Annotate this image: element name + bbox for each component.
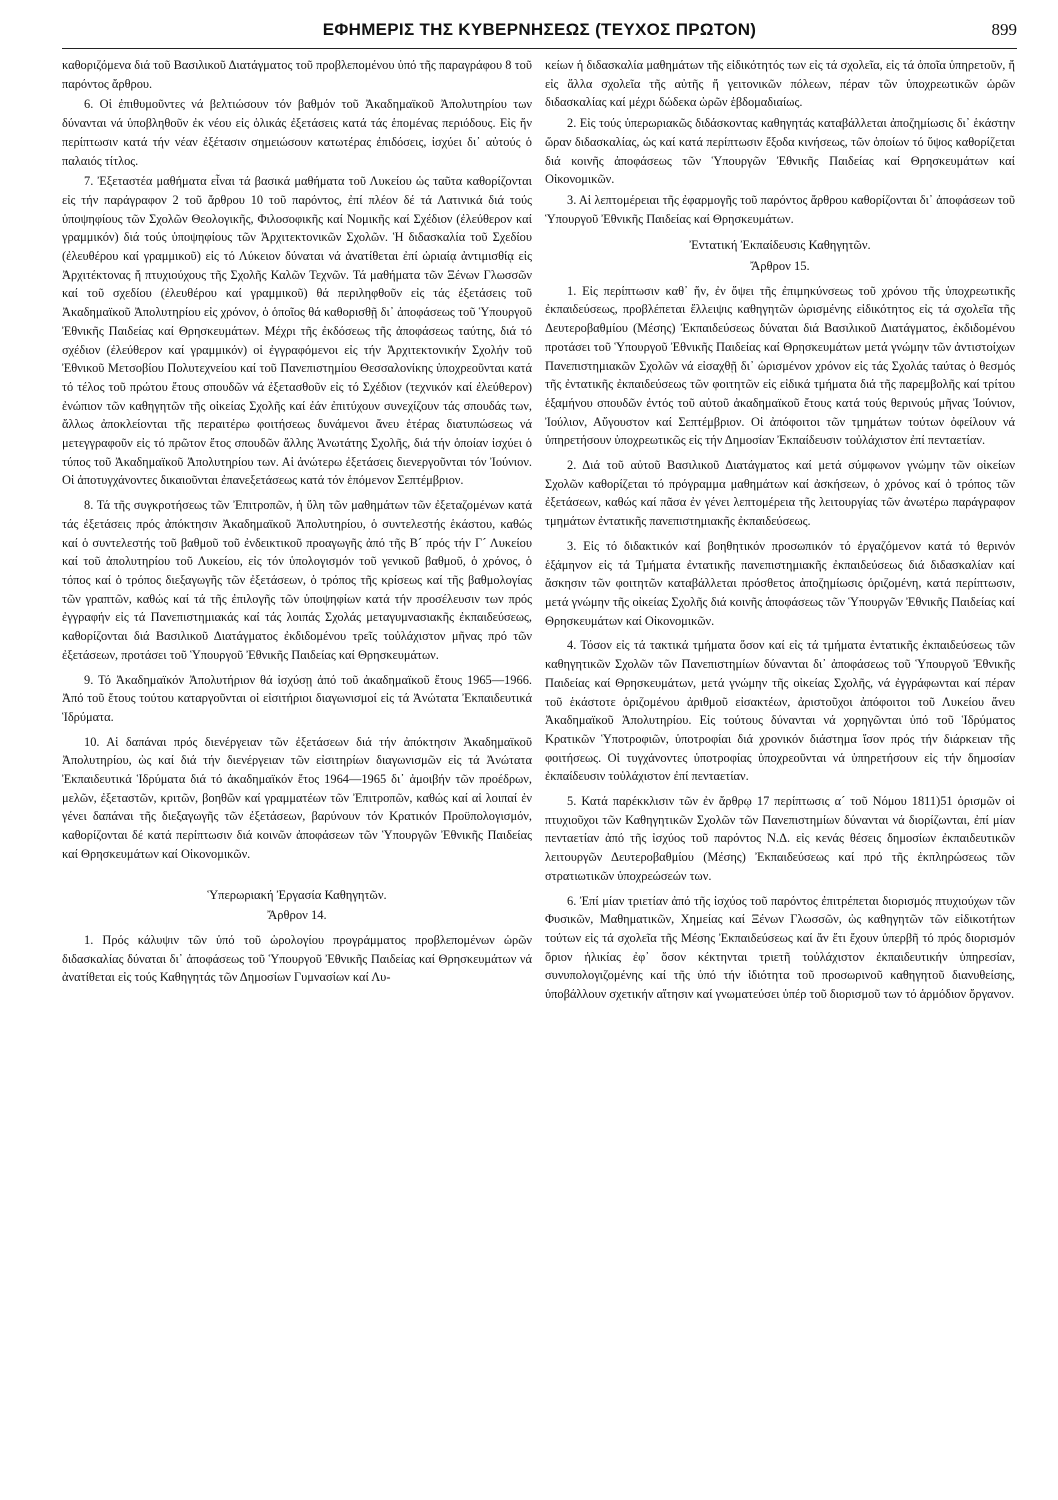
gazette-title: ΕΦΗΜΕΡΙΣ ΤΗΣ ΚΥΒΕΡΝΗΣΕΩΣ (ΤΕΥΧΟΣ ΠΡΩΤΟΝ) xyxy=(322,20,757,39)
article-15-paragraph-1: 1. Εἰς περίπτωσιν καθ᾽ ἥν, ἐν ὄψει τῆς ἐπιμηκύνσεως τοῦ χρόνου τῆς ὑποχρεωτικῆς ἐκπαιδεύσεως, προβλέπεται ἔλλειψις καθηγητῶν ὡρισμένης εἰδικότητος εἰς τά σχολεῖα τῆς Δευτεροβαθμίου (Μέσης) Ἐκπαιδεύσεως δύναται διά Βασιλικοῦ Διατάγματος, ἐκδιδομένου προτάσει τοῦ Ὑπουργοῦ Ἐθνικῆς Παιδείας καί Θρησκευμάτων μετά γνώμην τῶν ἀντιστοίχων Πανεπιστημιακῶν Σχολῶν νά εἰσαχθῇ δι᾽ ὡρισμένον χρόνον εἰς τάς Σχολάς ταύτας ὁ θεσμός τῆς ἐντατικῆς ἐκπαιδεύσεως τῶν φοιτητῶν εἰς εἰδικά τμήματα διά τῆς παρεμβολῆς καί τρίτου ἑξαμήνου σπουδῶν ἐντός τοῦ αὐτοῦ ἀκαδημαϊκοῦ ἔτους κατά τούς θερινούς μῆνας Ἰούνιον, Ἰούλιον, Αὔγουστον καί Σεπτέμβριον. Οἱ ἀπόφοιτοι τῶν τμημάτων τούτων ὀφείλουν νά ὑπηρετήσουν ὑποχρεωτικῶς εἰς τήν Δημοσίαν Ἐκπαίδευσιν τοὐλάχιστον ἐπί πενταετίαν. xyxy=(545,283,1015,448)
article-14-paragraph-2: 2. Εἰς τούς ὑπερωριακῶς διδάσκοντας καθηγητάς καταβάλλεται ἀποζημίωσις δι᾽ ἑκάστην ὥραν διδασκαλίας, ὡς καί κατά περίπτωσιν ἔξοδα κινήσεως, τῶν ὁποίων τό ὕψος καθορίζεται διά κοινῆς ἀποφάσεως τῶν Ὑπουργῶν Ἐθνικῆς Παιδείας καί Θρησκευμάτων καί Οἰκονομικῶν. xyxy=(545,116,1015,187)
page-header xyxy=(62,18,1017,46)
right-column xyxy=(545,56,1015,1004)
paragraph-continuation-right: κείων ἡ διδασκαλία μαθημάτων τῆς εἰδικότητός των εἰς τά σχολεῖα, εἰς τά ὁποῖα ὑπηρετοῦν, ἤ εἰς ἄλλα σχολεῖα τῆς αὐτῆς ἤ γειτονικῶν πόλεων, πέραν τῶν ὑποχρεωτικῶν ὡρῶν διδασκαλίας καί μέχρι δώδεκα ὡρῶν ἑβδομαδιαίως. xyxy=(545,58,1015,110)
article-15-paragraph-5: 5. Κατά παρέκκλισιν τῶν ἐν ἄρθρῳ 17 περίπτωσις α´ τοῦ Νόμου 1811)51 ὁρισμῶν οἱ πτυχιοῦχοι τῶν Καθηγητικῶν Σχολῶν τῶν Πανεπιστημίων δύνανται νά διορίζωνται, ἐπί μίαν πενταετίαν ἀπό τῆς ἰσχύος τοῦ παρόντος Ν.Δ. εἰς κενάς θέσεις δημοσίων ἐκπαιδευτικῶν λειτουργῶν Δευτεροβαθμίου (Μέσης) Ἐκπαιδεύσεως καί πρό τῆς ἐκπληρώσεως τῶν στρατιωτικῶν ὑποχρεώσεών των. xyxy=(545,794,1015,883)
article-14-title: Ἄρθρον 14. xyxy=(267,908,327,923)
page-number: 899 xyxy=(991,20,1017,39)
paragraph-9: 9. Τό Ἀκαδημαϊκόν Ἀπολυτήριον θά ἰσχύσῃ ἀπό τοῦ ἀκαδημαϊκοῦ ἔτους 1965—1966. Ἀπό τοῦ ἔτους τούτου καταργοῦνται οἱ εἰσιτήριοι διαγωνισμοί εἰς τά Ἀνώτατα Ἐκπαιδευτικά Ἱδρύματα. xyxy=(62,672,532,724)
left-column xyxy=(62,56,532,987)
paragraph-continuation: καθοριζόμενα διά τοῦ Βασιλικοῦ Διατάγματος τοῦ προβλεπομένου ὑπό τῆς παραγράφου 8 τοῦ παρόντος ἄρθρου. xyxy=(62,58,532,91)
article-14-paragraph-1: 1. Πρός κάλυψιν τῶν ὑπό τοῦ ὡρολογίου προγράμματος προβλεπομένων ὡρῶν διδασκαλίας δύναται δι᾽ ἀποφάσεως τοῦ Ὑπουργοῦ Ἐθνικῆς Παιδείας καί Θρησκευμάτων νά ἀνατίθεται εἰς τούς Καθηγητάς τῶν Δημοσίων Γυμνασίων καί Λυ- xyxy=(62,932,532,985)
paragraph-10: 10. Αἱ δαπάναι πρός διενέργειαν τῶν ἐξετάσεων διά τήν ἀπόκτησιν Ἀκαδημαϊκοῦ Ἀπολυτηρίου, ὡς καί διά τήν διενέργειαν τῶν εἰσιτηρίων διαγωνισμῶν εἰς τά Ἀνώτατα Ἐκπαιδευτικά Ἱδρύματα διά τό ἀκαδημαϊκόν ἔτος 1964—1965 δι᾽ ἀμοιβήν τῶν προέδρων, μελῶν, ἐξεταστῶν, κριτῶν, βοηθῶν καί γραμματέων τῶν Ἐπιτροπῶν, καθώς καί αἱ λοιπαί ἐν γένει δαπάναι τῆς διεξαγωγῆς τῶν ἐξετάσεων, βαρύνουν τόν Κρατικόν Προϋπολογισμόν, καθορίζονται δέ κατά περίπτωσιν διά κοινῶν ἀποφάσεων τῶν Ὑπουργῶν Ἐθνικῆς Παιδείας καί Θρησκευμάτων καί Οἰκονομικῶν. xyxy=(62,734,532,861)
header-divider xyxy=(62,48,1017,49)
article-15-paragraph-2: 2. Διά τοῦ αὐτοῦ Βασιλικοῦ Διατάγματος καί μετά σύμφωνον γνώμην τῶν οἰκείων Σχολῶν καθορίζεται τό πρόγραμμα μαθημάτων καί ἀσκήσεων, ὁ χρόνος καί ὁ τρόπος τῶν ἐξετάσεων, καθώς καί πᾶσα ἐν γένει λεπτομέρεια τῆς λειτουργίας τῶν ἀνωτέρω παράγραφον τμημάτων ἐντατικῆς πανεπιστημιακῆς ἐκπαιδεύσεως. xyxy=(545,458,1015,529)
article-14-paragraph-3: 3. Αἱ λεπτομέρειαι τῆς ἐφαρμογῆς τοῦ παρόντος ἄρθρου καθορίζονται δι᾽ ἀποφάσεων τοῦ Ὑπουργοῦ Ἐθνικῆς Παιδείας καί Θρησκευμάτων. xyxy=(545,192,1015,226)
article-15-paragraph-6: 6. Ἐπί μίαν τριετίαν ἀπό τῆς ἰσχύος τοῦ παρόντος ἐπιτρέπεται διορισμός πτυχιούχων τῶν Φυσικῶν, Μαθηματικῶν, Χημείας καί Ξένων Γλωσσῶν, ὡς καθηγητῶν τῶν εἰδικοτήτων τούτων εἰς τά σχολεῖα τῆς Μέσης Ἐκπαιδεύσεως καί ἄν ἔτι ἔχουν ὑπερβῆ τό πρός διορισμόν ὅριον ἡλικίας ἐφ᾽ ὅσον κέκτηνται τριετῆ τοὐλάχιστον ἐκπαιδευτικήν ὑπηρεσίαν, συνυπολογιζομένης καί τῆς ὑπό τήν ἰδιότητα τοῦ προσωρινοῦ καθηγητοῦ διανυθείσης, ὑποβάλλουν σχετικήν αἴτησιν καί γνωματεύσει ὑπέρ τοῦ διορισμοῦ των τό ἁρμόδιον ὄργανον. xyxy=(545,893,1015,1002)
section-heading-intensive: Ἐντατική Ἐκπαίδευσις Καθηγητῶν. xyxy=(689,238,871,253)
paragraph-8: 8. Τά τῆς συγκροτήσεως τῶν Ἐπιτροπῶν, ἡ ὕλη τῶν μαθημάτων τῶν ἐξεταζομένων κατά τάς ἐξετάσεις πρός ἀπόκτησιν Ἀκαδημαϊκοῦ Ἀπολυτηρίου, ὁ συντελεστής ἑκάστου, καθώς καί ὁ συντελεστής τοῦ βαθμοῦ τοῦ ἐνδεικτικοῦ προαγωγῆς ἀπό τῆς Β´ πρός τήν Γ´ Λυκείου καί τοῦ ἀπολυτηρίου τοῦ Λυκείου, εἰς τόν ὑπολογισμόν τοῦ γενικοῦ βαθμοῦ, ὁ χρόνος, ὁ τόπος καί ὁ τρόπος διεξαγωγῆς τῶν ἐξετάσεων, ὁ τρόπος τῆς κρίσεως καί τῆς βαθμολογίας τῶν γραπτῶν, καθώς καί τά τῆς ἐπιλογῆς τῶν ὑποψηφίων κατά τήν προσέλευσιν των πρός ἐγγραφήν εἰς τά Πανεπιστημιακάς καί τάς λοιπάς Σχολάς μεταγυμνασιακῆς ἐκπαιδεύσεως, καθορίζονται διά Βασιλικοῦ Διατάγματος ἐκδιδομένου τρεῖς τοὐλάχιστον μῆνας πρό τῶν ἐξετάσεων, προτάσει τοῦ Ὑπουργοῦ Ἐθνικῆς Παιδείας καί Θρησκευμάτων. xyxy=(62,498,532,662)
paragraph-6: 6. Οἱ ἐπιθυμοῦντες νά βελτιώσουν τόν βαθμόν τοῦ Ἀκαδημαϊκοῦ Ἀπολυτηρίου των δύνανται νά ὑποβληθοῦν ἐκ νέου εἰς ὁλικάς ἐξετάσεις κατά τάς ἑπομένας περιόδους. Εἰς ἥν περίπτωσιν κατά τήν νέαν ἐξέτασιν σημειώσουν κατωτέρας ἐπιδόσεις, ἰσχύει δι᾽ αὐτούς ὁ παλαιός τίτλος. xyxy=(62,97,532,168)
paragraph-7: 7. Ἐξεταστέα μαθήματα εἶναι τά βασικά μαθήματα τοῦ Λυκείου ὡς ταῦτα καθορίζονται εἰς τήν παράγραφον 2 τοῦ ἄρθρου 10 τοῦ παρόντος, ἐπί πλέον δέ τά Λατινικά διά τούς ὑποψηφίους τῶν Σχολῶν Θεολογικῆς, Φιλοσοφικῆς καί Νομικῆς καί Σχέδιον (ἐλεύθερον καί γραμμικόν) διά τούς ὑποψηφίους τῶν Ἀρχιτεκτονικῶν Σχολῶν. Ἡ διδασκαλία τοῦ Σχεδίου (ἐλευθέρου καί γραμμικοῦ) εἰς τό Λύκειον δύναται νά ἀνατίθεται ἐπί ὡριαίᾳ ἀντιμισθίᾳ εἰς Ἀρχιτέκτονας ἤ πτυχιούχους τῆς Σχολῆς Καλῶν Τεχνῶν. Τά μαθήματα τῶν Ξένων Γλωσσῶν καί τοῦ σχεδίου (ἐλευθέρου καί γραμμικοῦ) θά περιληφθοῦν εἰς τάς ἐξετάσεις τοῦ Ἀκαδημαϊκοῦ Ἀπολυτηρίου εἰς χρόνον, ὁ ὁποῖος θά καθορισθῇ δι᾽ ἀποφάσεως τοῦ Ὑπουργοῦ Ἐθνικῆς Παιδείας καί Θρησκευμάτων. Μέχρι τῆς ἐκδόσεως τῆς ἀποφάσεως ταύτης, διά τό σχέδιον (ἐλεύθερον καί γραμμικόν) οἱ ἐγγραφόμενοι εἰς τήν Ἀρχιτεκτονικήν Σχολήν τοῦ Ἐθνικοῦ Μετσοβίου Πολυτεχνείου καί τοῦ Πανεπιστημίου Θεσσαλονίκης ὑποχρεοῦνται κατά τό τέλος τοῦ πρώτου ἔτους σπουδῶν νά ἐξετασθοῦν εἰς τό Σχέδιον (τεχνικόν καί ἐλεύθερον) ἐνώπιον τῶν καθηγητῶν τῆς οἰκείας Σχολῆς καί ἐάν ἐπιτύχουν συνεχίζουν τάς σπουδάς των, ἄλλως ἀποκλείονται τῆς περαιτέρω φοιτήσεως δυνάμενοι ἄνευ ἑτέρας διατυπώσεως νά μετεγγραφοῦν εἰς τό πρῶτον ἔτος σπουδῶν ἄλλης Ἀνωτάτης Σχολῆς, διά τήν ὁποίαν ἰσχύει ὁ τύπος τοῦ Ἀκαδημαϊκοῦ Ἀπολυτηρίου των. Αἱ ἀνώτερω ἐξετάσεις διενεργοῦνται τόν Ἰούνιον. Οἱ ἀποτυγχάνοντες δικαιοῦνται ἐπανεξετάσεως κατά τόν ἑπόμενον Σεπτέμβριον. xyxy=(62,174,532,488)
article-15-paragraph-4: 4. Τόσον εἰς τά τακτικά τμήματα ὅσον καί εἰς τά τμήματα ἐντατικῆς ἐκπαιδεύσεως τῶν καθηγητικῶν Σχολῶν τῶν Πανεπιστημίων δύνανται δι᾽ ἀποφάσεως τοῦ Ὑπουργοῦ Ἐθνικῆς Παιδείας καί Θρησκευμάτων, μετά γνώμην τῆς οἰκείας Σχολῆς, νά ἐγγράφωνται καί πέραν τοῦ ἑκάστοτε ὁριζομένου ἀριθμοῦ εἰσακτέων, ἀριστοῦχοι ἀπόφοιτοι τοῦ Λυκείου ἄνευ Ἀκαδημαϊκοῦ Ἀπολυτηρίου. Εἰς τούτους δύνανται νά χορηγῶνται ὑπό τοῦ Ἱδρύματος Κρατικῶν Ὑποτροφιῶν, ὑποτροφίαι διά χρονικόν διάστημα ἴσον πρός τήν διάρκειαν τῆς φοιτήσεως. Οἱ τυγχάνοντες ὑποτροφίας ὑποχρεοῦνται νά ὑπηρετήσουν εἰς τήν δημοσίαν ἐκπαίδευσιν τοὐλάχιστον ἐπί πενταετίαν. xyxy=(545,638,1015,784)
article-15-title: Ἄρθρον 15. xyxy=(750,259,810,274)
article-15-paragraph-3: 3. Εἰς τό διδακτικόν καί βοηθητικόν προσωπικόν τό ἐργαζόμενον κατά τό θερινόν ἑξάμηνον εἰς τά Τμήματα ἐντατικῆς πανεπιστημιακῆς ἐκπαιδεύσεως διά διδασκαλίαν καί ἄσκησιν τῶν φοιτητῶν καταβάλλεται πρόσθετος ἀποζημίωσις ὁριζομένη, κατά περίπτωσιν, μετά γνώμην τῆς οἰκείας Σχολῆς διά κοινῆς ἀποφάσεως τῶν Ὑπουργῶν Ἐθνικῆς Παιδείας καί Θρησκευμάτων καί Οἰκονομικῶν. xyxy=(545,538,1015,628)
section-heading-overtime: Ὑπερωριακή Ἐργασία Καθηγητῶν. xyxy=(207,887,387,902)
